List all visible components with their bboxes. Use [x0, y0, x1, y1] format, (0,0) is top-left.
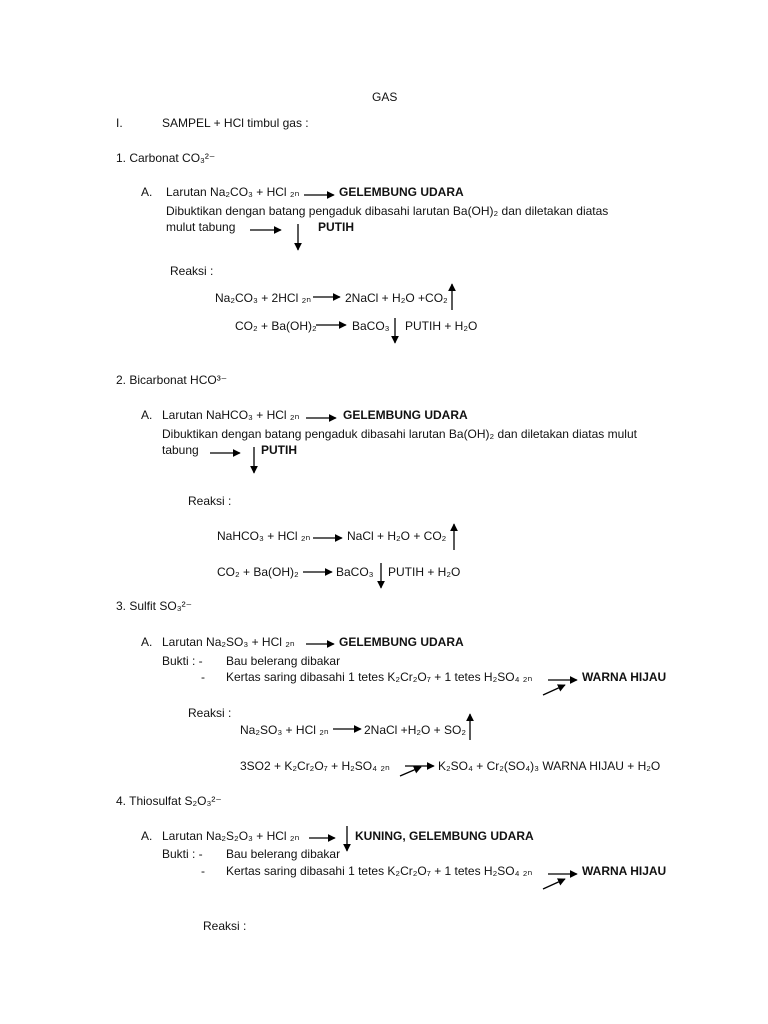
section-heading: SAMPEL + HCl timbul gas : [162, 116, 309, 130]
item2-a-line: Larutan NaHCO₃ + HCl ₂ₙ [162, 408, 300, 422]
item2-a-label: A. [141, 408, 153, 422]
item4-bukti2: Kertas saring dibasahi 1 tetes K₂Cr₂O₇ + 1 tetes H₂SO₄ ₂ₙ [226, 864, 533, 878]
item2-heading: 2. Bicarbonat HCO³⁻ [116, 373, 228, 387]
item4-bukti: Bukti : - [162, 847, 203, 861]
item1-reaksi: Reaksi : [170, 264, 214, 278]
item3-reaksi: Reaksi : [188, 706, 232, 720]
item3-a-label: A. [141, 635, 153, 649]
item4-a-line: Larutan Na₂S₂O₃ + HCl ₂ₙ [162, 829, 300, 843]
item2-r2-right: PUTIH + H₂O [388, 565, 461, 579]
item2-r1-left: NaHCO₃ + HCl ₂ₙ [217, 529, 311, 543]
item1-a-line: Larutan Na₂CO₃ + HCl ₂ₙ [166, 185, 300, 199]
item4-a-result: KUNING, GELEMBUNG UDARA [355, 829, 534, 843]
item3-bukti2-result: WARNA HIJAU [582, 670, 667, 684]
item2-r2-mid: BaCO₃ [336, 565, 374, 579]
item2-a-result: GELEMBUNG UDARA [343, 408, 468, 422]
item1-a-label: A. [141, 185, 153, 199]
item4-dash: - [201, 864, 205, 878]
item1-r1-left: Na₂CO₃ + 2HCl ₂ₙ [215, 291, 312, 305]
item4-reaksi: Reaksi : [203, 919, 247, 933]
item1-r2-right: PUTIH + H₂O [405, 319, 478, 333]
item1-r2-left: CO₂ + Ba(OH)₂ [235, 319, 317, 333]
item1-proof2: mulut tabung [166, 220, 236, 234]
item2-proof2: tabung [162, 443, 199, 457]
item1-r2-mid: BaCO₃ [352, 319, 390, 333]
item3-r2-left: 3SO2 + K₂Cr₂O₇ + H₂SO₄ ₂ₙ [240, 759, 390, 773]
item1-r1-right: 2NaCl + H₂O +CO₂ [345, 291, 448, 305]
item2-r2-left: CO₂ + Ba(OH)₂ [217, 565, 299, 579]
item1-proof1: Dibuktikan dengan batang pengaduk dibasahi larutan Ba(OH)₂ dan diletakan diatas [166, 204, 609, 218]
item3-a-line: Larutan Na₂SO₃ + HCl ₂ₙ [162, 635, 295, 649]
item2-proof1: Dibuktikan dengan batang pengaduk dibasahi larutan Ba(OH)₂ dan diletakan diatas mulut [162, 427, 637, 441]
diagonal-arrow-icon [400, 767, 421, 776]
section-number: I. [116, 116, 123, 130]
item3-r1-right: 2NaCl +H₂O + SO₂ [364, 723, 467, 737]
item4-heading: 4. Thiosulfat S₂O₃²⁻ [116, 794, 222, 808]
item4-bukti2-result: WARNA HIJAU [582, 864, 667, 878]
diagonal-arrow-icon [543, 685, 565, 695]
item3-bukti: Bukti : - [162, 654, 203, 668]
item3-heading: 3. Sulfit SO₃²⁻ [116, 599, 192, 613]
diagonal-arrow-icon [543, 879, 565, 889]
item4-a-label: A. [141, 829, 153, 843]
item1-a-result: GELEMBUNG UDARA [339, 185, 464, 199]
item1-putih: PUTIH [318, 220, 354, 234]
item2-reaksi: Reaksi : [188, 494, 232, 508]
item2-r1-right: NaCl + H₂O + CO₂ [347, 529, 447, 543]
item2-putih: PUTIH [261, 443, 297, 457]
page-title: GAS [372, 90, 398, 104]
item4-bukti1: Bau belerang dibakar [226, 847, 341, 861]
item3-r2-right: K₂SO₄ + Cr₂(SO₄)₃ WARNA HIJAU + H₂O [438, 759, 661, 773]
item3-r1-left: Na₂SO₃ + HCl ₂ₙ [240, 723, 329, 737]
item3-bukti1: Bau belerang dibakar [226, 654, 341, 668]
item3-a-result: GELEMBUNG UDARA [339, 635, 464, 649]
item3-dash: - [201, 670, 205, 684]
item3-bukti2: Kertas saring dibasahi 1 tetes K₂Cr₂O₇ + 1 tetes H₂SO₄ ₂ₙ [226, 670, 533, 684]
item1-heading: 1. Carbonat CO₃²⁻ [116, 151, 216, 165]
